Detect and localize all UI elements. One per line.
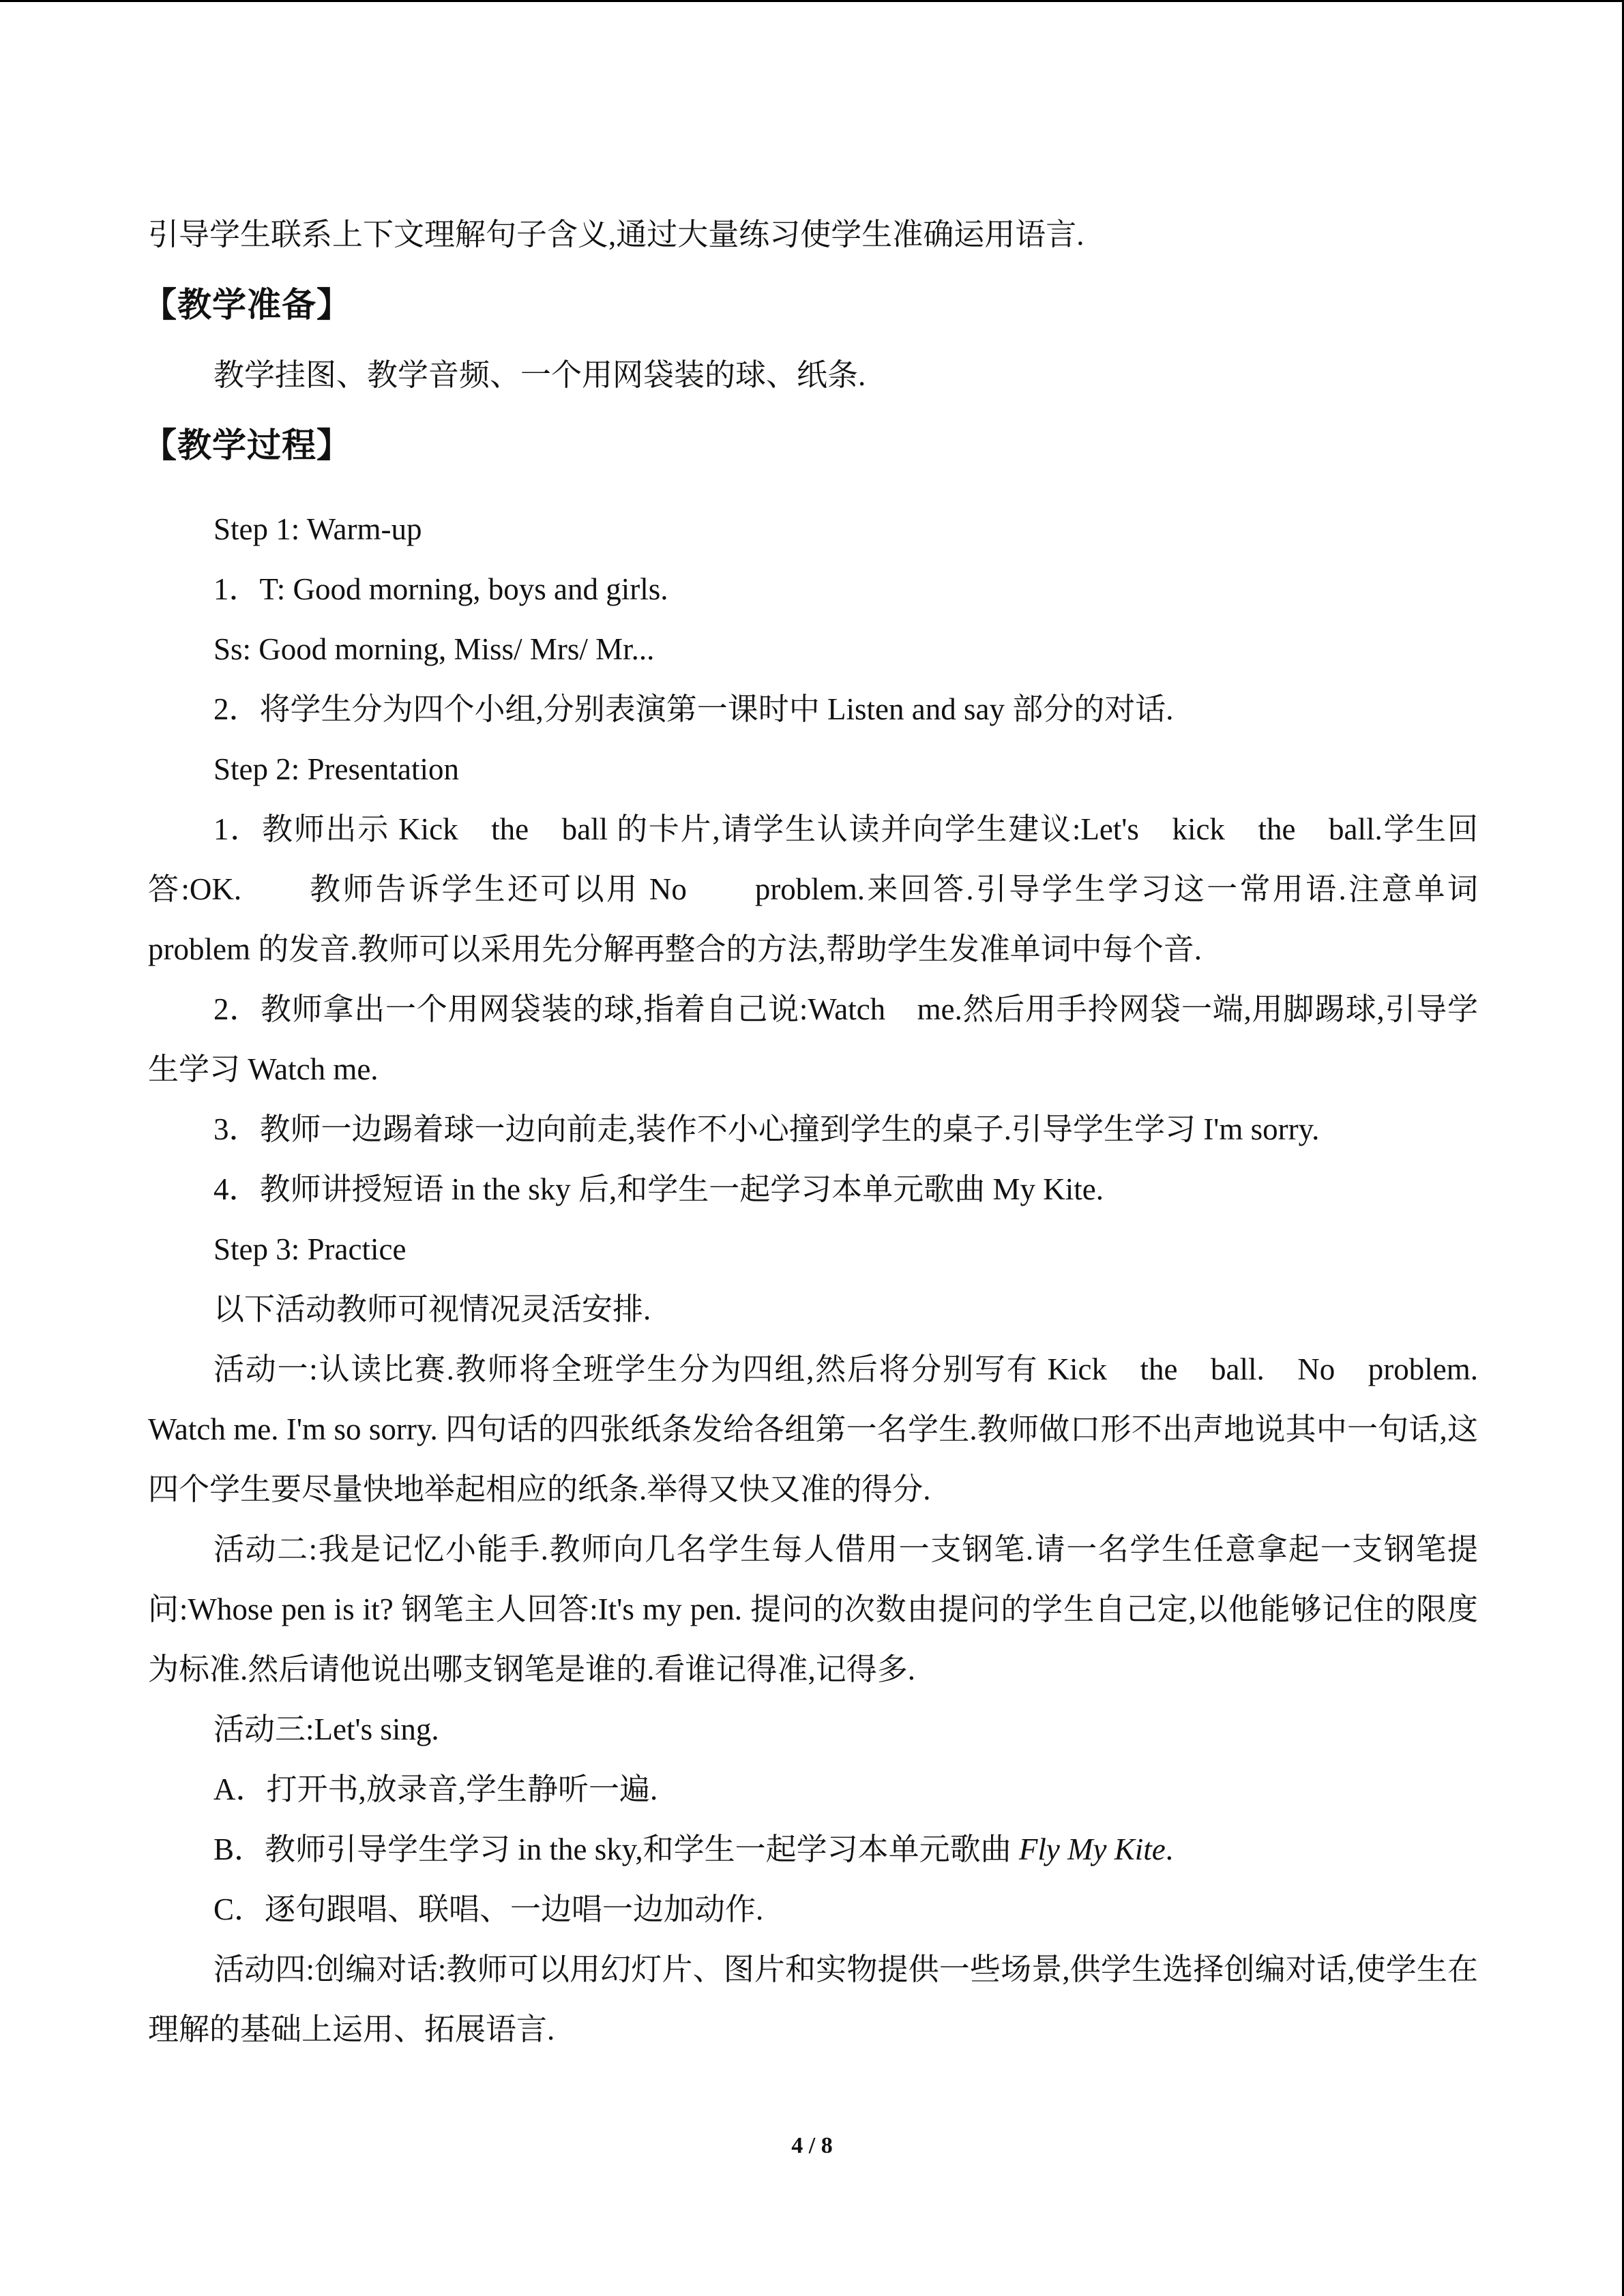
step3-note: 以下活动教师可视情况灵活安排. xyxy=(213,1292,651,1326)
top-border xyxy=(0,0,1624,2)
intro-paragraph: 引导学生联系上下文理解句子含义,通过大量练习使学生准确运用语言. xyxy=(148,218,1084,252)
step1-item1b: Ss: Good morning, Miss/ Mrs/ Mr... xyxy=(213,632,655,666)
process-heading: 【教学过程】 xyxy=(143,426,351,465)
step2-item4: 4．教师讲授短语 in the sky 后,和学生一起学习本单元歌曲 My Kite. xyxy=(213,1172,1104,1206)
step1-item2: 2．将学生分为四个小组,分别表演第一课时中 Listen and say 部分的对话. xyxy=(213,692,1174,726)
activity-3-c: C．逐句跟唱、联唱、一边唱一边加动作. xyxy=(213,1892,764,1926)
step2-item2: 2．教师拿出一个用网袋装的球,指着自己说:Watch me.然后用手拎网袋一端,用脚踢球,引导学生学习 Watch me. xyxy=(148,992,1478,1086)
prep-heading: 【教学准备】 xyxy=(143,285,351,325)
step3-title: Step 3: Practice xyxy=(213,1232,407,1266)
step1-title: Step 1: Warm-up xyxy=(213,512,422,546)
activity-3: 活动三:Let's sing. xyxy=(213,1712,439,1746)
step2-item1: 1．教师出示 Kick the ball 的卡片,请学生认读并向学生建议:Let's kick the ball.学生回答:OK. 教师告诉学生还可以用 No problem.来回答.引导学生学习这一常用语.注意单词 problem 的发音.教师可以采用先分解再整合的方法,帮助学生发准单词中每个音. xyxy=(148,812,1478,966)
activity-3-a: A．打开书,放录音,学生静听一遍. xyxy=(213,1772,658,1806)
activity-3-b-suffix: . xyxy=(1165,1832,1174,1866)
step1-item1: 1．T: Good morning, boys and girls. xyxy=(213,572,668,606)
prep-text: 教学挂图、教学音频、一个用网袋装的球、纸条. xyxy=(213,358,866,392)
step2-title: Step 2: Presentation xyxy=(213,752,459,786)
activity-1: 活动一:认读比赛.教师将全班学生分为四组,然后将分别写有 Kick the ball. No problem. Watch me. I'm so sorry. 四句话的四张纸条发给各组第一名学生.教师做口形不出声地说其中一句话,这四个学生要尽量快地举起相应的纸条.举得又快又准的得分. xyxy=(148,1352,1478,1506)
page-number: 4 / 8 xyxy=(791,2133,833,2158)
activity-3-b xyxy=(148,1819,1478,1879)
activity-3-b-prefix: B．教师引导学生学习 in the sky,和学生一起学习本单元歌曲 xyxy=(213,1832,1019,1866)
activity-2: 活动二:我是记忆小能手.教师向几名学生每人借用一支钢笔.请一名学生任意拿起一支钢笔提问:Whose pen is it? 钢笔主人回答:It's my pen. 提问的次数由提问的学生自己定,以他能够记住的限度为标准.然后请他说出哪支钢笔是谁的.看谁记得准,记得多. xyxy=(148,1532,1478,1686)
activity-4: 活动四:创编对话:教师可以用幻灯片、图片和实物提供一些场景,供学生选择创编对话,使学生在理解的基础上运用、拓展语言. xyxy=(148,1952,1478,2046)
song-title: Fly My Kite xyxy=(1018,1832,1166,1866)
document-page xyxy=(143,205,1478,2059)
step2-item3: 3．教师一边踢着球一边向前走,装作不小心撞到学生的桌子.引导学生学习 I'm sorry. xyxy=(213,1112,1320,1146)
